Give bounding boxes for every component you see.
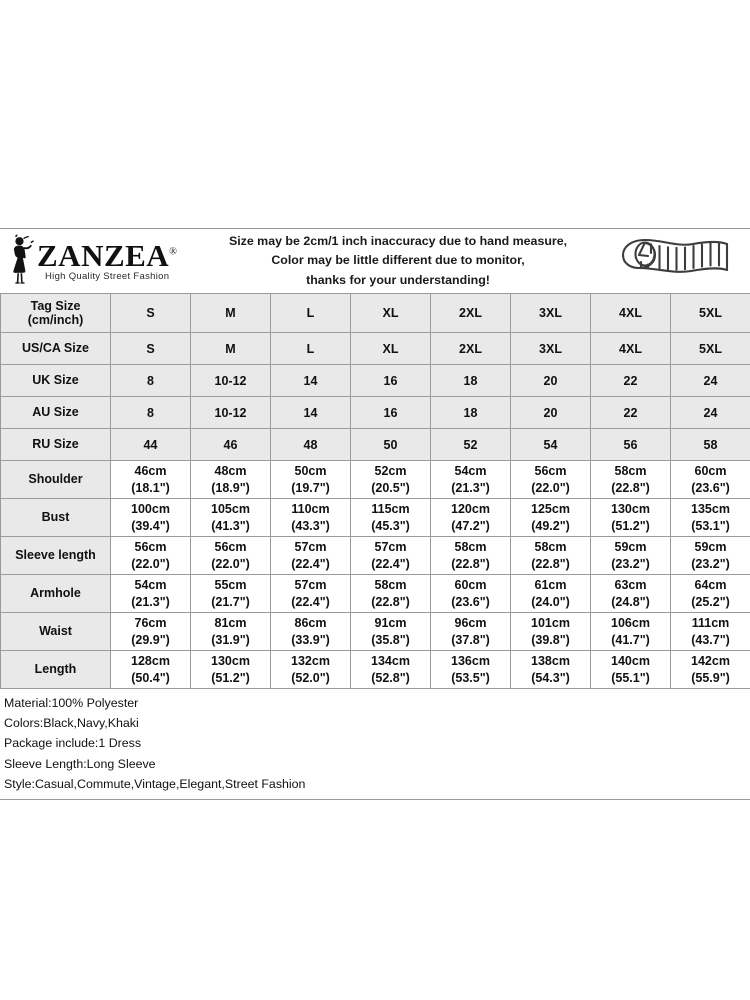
value-cm: 136cm <box>451 654 490 669</box>
cell-shoulder-2xl <box>431 461 511 499</box>
cell-au-size-l: 14 <box>271 397 351 429</box>
cell-length-3xl <box>511 651 591 689</box>
value-cm: 63cm <box>614 578 647 593</box>
value-cm: 135cm <box>691 502 730 517</box>
value-cm: 106cm <box>611 616 650 631</box>
cell-shoulder-s <box>111 461 191 499</box>
value-inch: (22.0") <box>211 556 250 571</box>
cell-waist-xl <box>351 613 431 651</box>
cell-ru-size-4xl: 56 <box>591 429 671 461</box>
notice-line-2: Color may be little different due to monitor, <box>271 253 525 268</box>
cell-us-ca-size-s: S <box>111 333 191 365</box>
value-inch: (53.5") <box>451 670 490 685</box>
woman-silhouette-icon <box>6 234 36 289</box>
value-cm: 132cm <box>291 654 330 669</box>
cell-length-4xl <box>591 651 671 689</box>
cell-tag-size-s: S <box>111 294 191 333</box>
table-row-shoulder <box>1 461 750 499</box>
cell-length-m <box>191 651 271 689</box>
cell-uk-size-m: 10-12 <box>191 365 271 397</box>
row-label-tag-size <box>1 294 111 333</box>
table-row-sleeve-length <box>1 537 750 575</box>
value-inch: (41.3") <box>211 518 250 533</box>
row-label-ru-size: RU Size <box>1 429 111 461</box>
value-inch: (39.8") <box>531 632 570 647</box>
cell-au-size-3xl: 20 <box>511 397 591 429</box>
value-cm: 138cm <box>531 654 570 669</box>
value-cm: 56cm <box>134 540 167 555</box>
value-cm: 58cm <box>614 464 647 479</box>
value-inch: (22.8") <box>371 594 410 609</box>
cell-uk-size-4xl: 22 <box>591 365 671 397</box>
table-row-bust <box>1 499 750 537</box>
cell-sleeve-length-5xl <box>671 537 750 575</box>
value-inch: (22.8") <box>451 556 490 571</box>
cell-sleeve-length-m <box>191 537 271 575</box>
value-inch: (22.4") <box>371 556 410 571</box>
row-label-us-ca-size: US/CA Size <box>1 333 111 365</box>
cell-armhole-m <box>191 575 271 613</box>
cell-shoulder-m <box>191 461 271 499</box>
size-chart-table <box>0 293 750 689</box>
cell-tag-size-4xl: 4XL <box>591 294 671 333</box>
value-cm: 57cm <box>294 540 327 555</box>
value-cm: 115cm <box>371 502 410 517</box>
value-cm: 56cm <box>214 540 247 555</box>
cell-bust-m <box>191 499 271 537</box>
row-label-line-1: Tag Size <box>30 298 81 313</box>
value-inch: (20.5") <box>371 480 410 495</box>
value-cm: 76cm <box>134 616 167 631</box>
cell-shoulder-4xl <box>591 461 671 499</box>
cell-ru-size-s: 44 <box>111 429 191 461</box>
value-cm: 105cm <box>211 502 250 517</box>
brand-name: ZANZEA® <box>37 238 178 274</box>
note-package: Package include:1 Dress <box>4 736 142 751</box>
cell-ru-size-5xl: 58 <box>671 429 750 461</box>
value-cm: 64cm <box>694 578 727 593</box>
cell-tag-size-3xl: 3XL <box>511 294 591 333</box>
value-inch: (37.8") <box>451 632 490 647</box>
cell-shoulder-5xl <box>671 461 750 499</box>
cell-us-ca-size-5xl: 5XL <box>671 333 750 365</box>
cell-length-s <box>111 651 191 689</box>
value-inch: (23.6") <box>691 480 730 495</box>
value-inch: (47.2") <box>451 518 490 533</box>
value-inch: (24.0") <box>531 594 570 609</box>
cell-sleeve-length-s <box>111 537 191 575</box>
value-inch: (51.2") <box>611 518 650 533</box>
cell-sleeve-length-3xl <box>511 537 591 575</box>
value-inch: (21.7") <box>211 594 250 609</box>
value-inch: (23.2") <box>691 556 730 571</box>
value-cm: 46cm <box>134 464 167 479</box>
row-label-line-2: (cm/inch) <box>27 313 84 327</box>
value-inch: (23.6") <box>451 594 490 609</box>
value-cm: 111cm <box>691 616 730 631</box>
value-cm: 130cm <box>611 502 650 517</box>
value-inch: (52.8") <box>371 670 410 685</box>
value-cm: 61cm <box>534 578 567 593</box>
value-inch: (43.7") <box>691 632 730 647</box>
cell-waist-s <box>111 613 191 651</box>
value-cm: 86cm <box>294 616 327 631</box>
value-cm: 57cm <box>374 540 407 555</box>
cell-au-size-2xl: 18 <box>431 397 511 429</box>
value-inch: (45.3") <box>371 518 410 533</box>
value-inch: (51.2") <box>211 670 250 685</box>
cell-shoulder-xl <box>351 461 431 499</box>
cell-tag-size-2xl: 2XL <box>431 294 511 333</box>
value-inch: (25.2") <box>691 594 730 609</box>
cell-au-size-5xl: 24 <box>671 397 750 429</box>
cell-length-2xl <box>431 651 511 689</box>
cell-uk-size-5xl: 24 <box>671 365 750 397</box>
cell-tag-size-m: M <box>191 294 271 333</box>
row-label-sleeve-length: Sleeve length <box>1 537 111 575</box>
row-label-bust: Bust <box>1 499 111 537</box>
value-cm: 100cm <box>131 502 170 517</box>
value-inch: (41.7") <box>611 632 650 647</box>
cell-uk-size-3xl: 20 <box>511 365 591 397</box>
cell-bust-2xl <box>431 499 511 537</box>
cell-au-size-s: 8 <box>111 397 191 429</box>
cell-waist-3xl <box>511 613 591 651</box>
cell-au-size-xl: 16 <box>351 397 431 429</box>
value-cm: 57cm <box>294 578 327 593</box>
cell-au-size-4xl: 22 <box>591 397 671 429</box>
cell-tag-size-l: L <box>271 294 351 333</box>
cell-ru-size-m: 46 <box>191 429 271 461</box>
value-inch: (22.4") <box>291 556 330 571</box>
cell-length-l <box>271 651 351 689</box>
value-inch: (18.9") <box>211 480 250 495</box>
value-cm: 140cm <box>611 654 650 669</box>
cell-length-xl <box>351 651 431 689</box>
value-inch: (50.4") <box>131 670 170 685</box>
cell-bust-3xl <box>511 499 591 537</box>
value-inch: (55.1") <box>611 670 650 685</box>
value-cm: 110cm <box>291 502 330 517</box>
row-label-length: Length <box>1 651 111 689</box>
value-cm: 101cm <box>531 616 570 631</box>
value-cm: 142cm <box>691 654 730 669</box>
cell-armhole-5xl <box>671 575 750 613</box>
note-style: Style:Casual,Commute,Vintage,Elegant,Street Fashion <box>4 776 306 791</box>
size-chart-frame <box>0 228 750 800</box>
cell-uk-size-l: 14 <box>271 365 351 397</box>
value-cm: 54cm <box>454 464 487 479</box>
value-cm: 48cm <box>214 464 247 479</box>
cell-ru-size-l: 48 <box>271 429 351 461</box>
row-label-shoulder: Shoulder <box>1 461 111 499</box>
value-cm: 59cm <box>694 540 727 555</box>
row-label-waist: Waist <box>1 613 111 651</box>
cell-waist-4xl <box>591 613 671 651</box>
value-cm: 58cm <box>534 540 567 555</box>
value-cm: 52cm <box>374 464 407 479</box>
value-cm: 54cm <box>134 578 167 593</box>
brand-tagline: High Quality Street Fashion <box>45 271 170 283</box>
cell-bust-s <box>111 499 191 537</box>
measuring-tape-icon <box>600 235 750 287</box>
cell-ru-size-2xl: 52 <box>431 429 511 461</box>
table-row-tag-size <box>1 294 750 333</box>
value-inch: (22.8") <box>611 480 650 495</box>
notice-line-1: Size may be 2cm/1 inch inaccuracy due to hand measure, <box>228 234 568 249</box>
cell-armhole-3xl <box>511 575 591 613</box>
note-colors: Colors:Black,Navy,Khaki <box>4 716 139 731</box>
value-cm: 58cm <box>454 540 487 555</box>
cell-us-ca-size-xl: XL <box>351 333 431 365</box>
value-cm: 59cm <box>614 540 647 555</box>
value-cm: 128cm <box>131 654 170 669</box>
table-row-armhole <box>1 575 750 613</box>
cell-armhole-xl <box>351 575 431 613</box>
value-inch: (49.2") <box>531 518 570 533</box>
cell-waist-l <box>271 613 351 651</box>
cell-bust-xl <box>351 499 431 537</box>
cell-waist-5xl <box>671 613 750 651</box>
cell-waist-m <box>191 613 271 651</box>
row-label-au-size: AU Size <box>1 397 111 429</box>
value-cm: 60cm <box>454 578 487 593</box>
value-inch: (39.4") <box>131 518 170 533</box>
value-cm: 55cm <box>214 578 247 593</box>
value-cm: 120cm <box>451 502 490 517</box>
value-cm: 125cm <box>531 502 570 517</box>
cell-bust-5xl <box>671 499 750 537</box>
value-inch: (53.1") <box>691 518 730 533</box>
cell-waist-2xl <box>431 613 511 651</box>
registered-mark-icon: ® <box>169 246 178 258</box>
cell-us-ca-size-l: L <box>271 333 351 365</box>
value-inch: (35.8") <box>371 632 410 647</box>
cell-bust-4xl <box>591 499 671 537</box>
value-inch: (21.3") <box>451 480 490 495</box>
value-inch: (18.1") <box>131 480 170 495</box>
value-inch: (19.7") <box>291 480 330 495</box>
value-cm: 130cm <box>211 654 250 669</box>
value-inch: (22.4") <box>291 594 330 609</box>
cell-ru-size-3xl: 54 <box>511 429 591 461</box>
measurement-notice <box>196 232 600 290</box>
table-row-us-ca-size <box>1 333 750 365</box>
value-cm: 50cm <box>294 464 327 479</box>
table-row-length <box>1 651 750 689</box>
cell-tag-size-5xl: 5XL <box>671 294 750 333</box>
cell-uk-size-s: 8 <box>111 365 191 397</box>
value-inch: (43.3") <box>291 518 330 533</box>
notice-line-3: thanks for your understanding! <box>306 272 490 287</box>
table-row-ru-size <box>1 429 750 461</box>
value-cm: 60cm <box>694 464 727 479</box>
cell-sleeve-length-l <box>271 537 351 575</box>
value-inch: (33.9") <box>291 632 330 647</box>
cell-uk-size-2xl: 18 <box>431 365 511 397</box>
cell-shoulder-l <box>271 461 351 499</box>
cell-us-ca-size-4xl: 4XL <box>591 333 671 365</box>
table-row-waist <box>1 613 750 651</box>
cell-us-ca-size-2xl: 2XL <box>431 333 511 365</box>
cell-armhole-2xl <box>431 575 511 613</box>
row-label-uk-size: UK Size <box>1 365 111 397</box>
cell-uk-size-xl: 16 <box>351 365 431 397</box>
value-inch: (24.8") <box>611 594 650 609</box>
value-inch: (31.9") <box>211 632 250 647</box>
value-cm: 58cm <box>374 578 407 593</box>
value-inch: (22.0") <box>531 480 570 495</box>
table-row-au-size <box>1 397 750 429</box>
value-inch: (21.3") <box>131 594 170 609</box>
value-cm: 56cm <box>534 464 567 479</box>
cell-sleeve-length-xl <box>351 537 431 575</box>
cell-length-5xl <box>671 651 750 689</box>
table-row-uk-size <box>1 365 750 397</box>
value-inch: (54.3") <box>531 670 570 685</box>
value-cm: 96cm <box>454 616 487 631</box>
cell-armhole-l <box>271 575 351 613</box>
cell-bust-l <box>271 499 351 537</box>
cell-shoulder-3xl <box>511 461 591 499</box>
cell-us-ca-size-3xl: 3XL <box>511 333 591 365</box>
value-cm: 81cm <box>214 616 247 631</box>
value-inch: (22.8") <box>531 556 570 571</box>
value-inch: (22.0") <box>131 556 170 571</box>
value-inch: (29.9") <box>131 632 170 647</box>
cell-sleeve-length-2xl <box>431 537 511 575</box>
value-inch: (23.2") <box>611 556 650 571</box>
chart-header <box>0 229 750 293</box>
cell-au-size-m: 10-12 <box>191 397 271 429</box>
cell-armhole-4xl <box>591 575 671 613</box>
product-notes <box>0 689 750 799</box>
cell-us-ca-size-m: M <box>191 333 271 365</box>
note-material: Material:100% Polyester <box>4 696 139 710</box>
value-inch: (52.0") <box>291 670 330 685</box>
value-inch: (55.9") <box>691 670 730 685</box>
cell-sleeve-length-4xl <box>591 537 671 575</box>
row-label-armhole: Armhole <box>1 575 111 613</box>
value-cm: 134cm <box>371 654 410 669</box>
cell-armhole-s <box>111 575 191 613</box>
note-sleeve-length: Sleeve Length:Long Sleeve <box>4 756 156 771</box>
cell-ru-size-xl: 50 <box>351 429 431 461</box>
cell-tag-size-xl: XL <box>351 294 431 333</box>
brand-logo <box>0 234 196 289</box>
value-cm: 91cm <box>374 616 407 631</box>
